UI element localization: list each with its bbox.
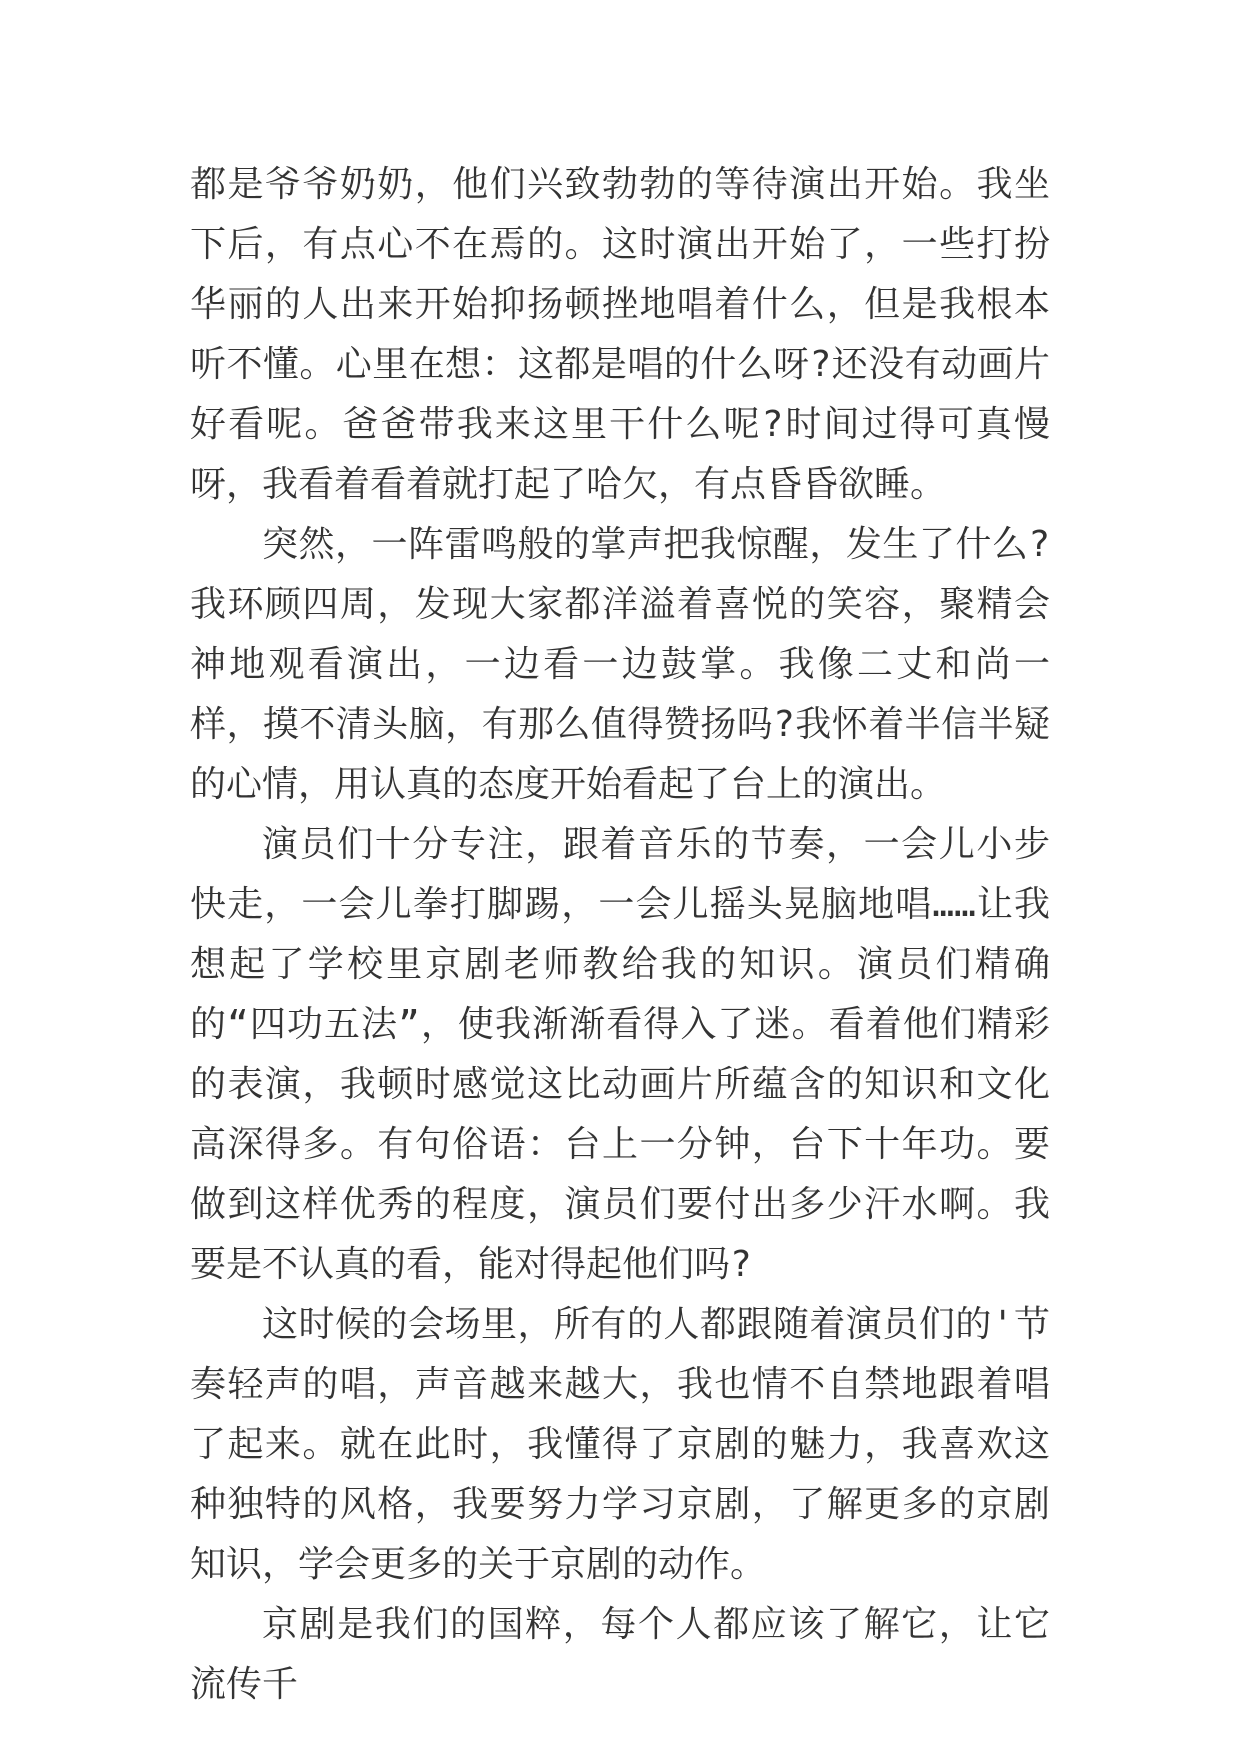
paragraph-applause: 突然，一阵雷鸣般的掌声把我惊醒，发生了什么?我环顾四周，发现大家都洋溢着喜悦的笑容，聚精会神地观看演出，一边看一边鼓掌。我像二丈和尚一样，摸不清头脑，有那么值得赞扬吗?我怀着半信半疑的心情，用认真的态度开始看起了台上的演出。 <box>190 524 1050 805</box>
paragraph-singing-along: 这时候的会场里，所有的人都跟随着演员们的'节奏轻声的唱，声音越来越大，我也情不自禁地跟着唱了起来。就在此时，我懂得了京剧的魅力，我喜欢这种独特的风格，我要努力学习京剧，了解更多的京剧知识，学会更多的关于京剧的动作。 <box>190 1304 1050 1585</box>
paragraph-continued: 都是爷爷奶奶，他们兴致勃勃的等待演出开始。我坐下后，有点心不在焉的。这时演出开始了，一些打扮华丽的人出来开始抑扬顿挫地唱着什么，但是我根本听不懂。心里在想：这都是唱的什么呀?还没有动画片好看呢。爸爸带我来这里干什么呢?时间过得可真慢呀，我看着看着就打起了哈欠，有点昏昏欲睡。 <box>190 164 1050 505</box>
paragraph-performers: 演员们十分专注，跟着音乐的节奏，一会儿小步快走，一会儿拳打脚踢，一会儿摇头晃脑地唱……让我想起了学校里京剧老师教给我的知识。演员们精确的“四功五法”，使我渐渐看得入了迷。看着他们精彩的表演，我顿时感觉这比动画片所蕴含的知识和文化高深得多。有句俗语：台上一分钟，台下十年功。要做到这样优秀的程度，演员们要付出多少汗水啊。我要是不认真的看，能对得起他们吗? <box>190 824 1050 1285</box>
paragraph-national-treasure: 京剧是我们的国粹，每个人都应该了解它，让它流传千 <box>190 1604 1050 1705</box>
essay-body <box>190 155 1050 1715</box>
